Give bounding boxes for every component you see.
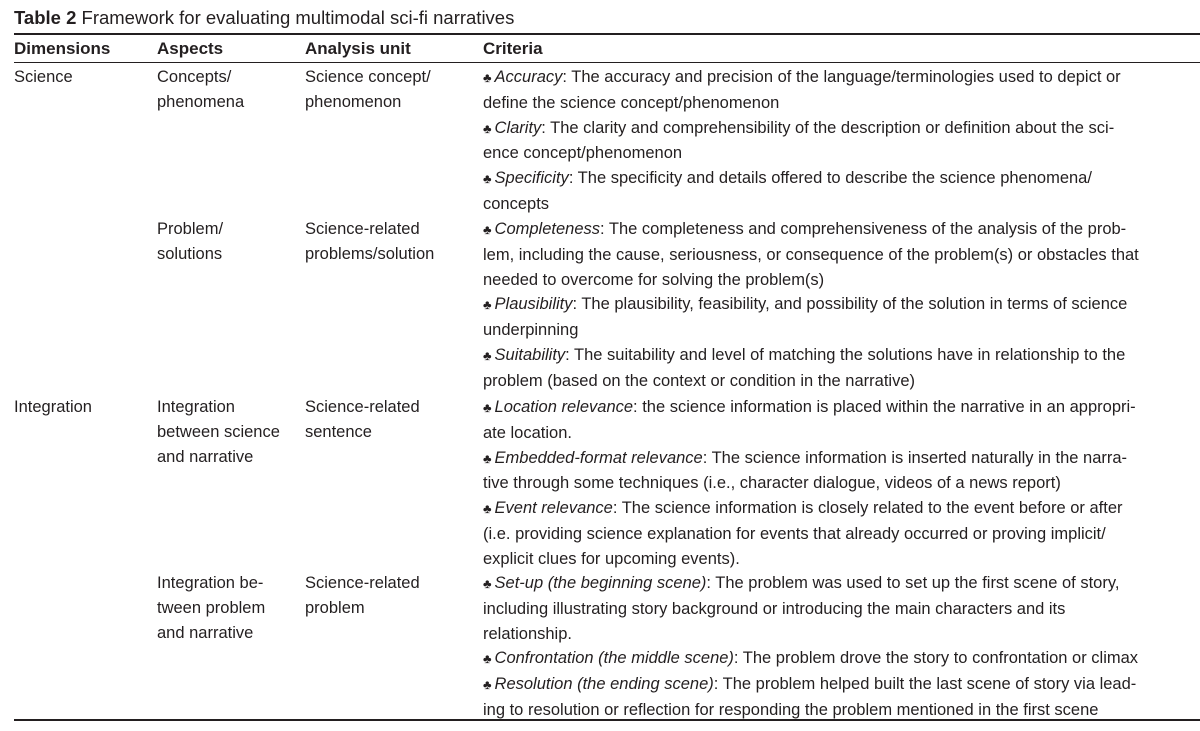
criterion-term: Confrontation (the middle scene) xyxy=(494,649,734,668)
criterion-line xyxy=(483,65,1198,91)
aspect-line: Problem/ xyxy=(157,220,224,238)
unit-line: problem xyxy=(305,598,365,617)
criterion-text: : The suitability and level of matching the solutions have in relationship to the xyxy=(565,345,1126,364)
aspect-line: Integration be- xyxy=(157,574,264,592)
criterion-line xyxy=(483,343,1198,369)
unit-line: Science-related xyxy=(305,574,420,592)
criterion-line: ing to resolution or reflection for responding the problem mentioned in the first scene xyxy=(483,700,1099,719)
criterion-line xyxy=(483,292,1198,318)
criteria-cell xyxy=(483,395,1198,572)
criterion-line: including illustrating story background or introducing the main characters and its xyxy=(483,599,1066,618)
aspect-line: phenomena xyxy=(157,92,245,111)
club-bullet-icon: ♣ xyxy=(483,677,492,693)
criterion-term: Specificity xyxy=(494,169,569,188)
aspect-cell xyxy=(157,217,302,267)
header-rule xyxy=(14,62,1200,63)
top-rule xyxy=(14,33,1200,35)
table-number: Table 2 xyxy=(14,7,77,28)
criterion-text: : The accuracy and precision of the language/terminologies used to depict or xyxy=(562,68,1121,86)
criterion-term: Event relevance xyxy=(494,499,613,518)
criterion-text: : The specificity and details offered to describe the science phenomena/ xyxy=(568,169,1092,188)
criterion-text: : The problem drove the story to confrontation or climax xyxy=(733,649,1139,668)
aspect-cell xyxy=(157,571,302,645)
criterion-line: underpinning xyxy=(483,321,579,340)
aspect-line: Integration xyxy=(157,398,235,416)
criterion-line xyxy=(483,571,1198,597)
club-bullet-icon: ♣ xyxy=(483,297,492,313)
header-dimensions: Dimensions xyxy=(14,39,111,58)
unit-line: sentence xyxy=(305,422,372,441)
club-bullet-icon: ♣ xyxy=(483,651,492,667)
criterion-line: problem (based on the context or condition in the narrative) xyxy=(483,371,915,390)
criteria-cell xyxy=(483,65,1198,217)
criterion-line xyxy=(483,166,1198,192)
criterion-term: Completeness xyxy=(494,220,601,238)
header-criteria: Criteria xyxy=(483,39,543,58)
analysis-unit-cell xyxy=(305,217,480,267)
criterion-line xyxy=(483,496,1198,522)
criterion-line: concepts xyxy=(483,194,550,213)
table-title: Framework for evaluating multimodal sci-fi narratives xyxy=(81,7,515,28)
unit-line: problems/solution xyxy=(305,244,435,263)
criterion-text: : The completeness and comprehensiveness of the analysis of the prob- xyxy=(600,220,1127,238)
unit-line: Science concept/ xyxy=(305,68,431,86)
criterion-term: Accuracy xyxy=(494,68,563,86)
club-bullet-icon: ♣ xyxy=(483,501,492,517)
unit-line: phenomenon xyxy=(305,92,402,111)
dimension-cell: Science xyxy=(14,68,73,86)
criterion-line: ence concept/phenomenon xyxy=(483,144,683,163)
criterion-line: ate location. xyxy=(483,423,572,442)
criterion-text: : The science information is inserted naturally in the narra- xyxy=(702,448,1128,467)
criterion-line: lem, including the cause, seriousness, or consequence of the problem(s) or obstacles that xyxy=(483,245,1139,264)
criterion-line: define the science concept/phenomenon xyxy=(483,93,780,112)
analysis-unit-cell xyxy=(305,65,480,115)
aspect-line: between science xyxy=(157,422,280,441)
criterion-text: : The science information is closely related to the event before or after xyxy=(612,499,1123,518)
header-analysis-unit: Analysis unit xyxy=(305,39,411,58)
criterion-text: : The plausibility, feasibility, and possibility of the solution in terms of science xyxy=(572,295,1128,314)
criterion-line: (i.e. providing science explanation for events that already occurred or proving implicit/ xyxy=(483,524,1106,543)
criteria-cell xyxy=(483,571,1198,723)
analysis-unit-cell xyxy=(305,571,480,621)
criterion-line: explicit clues for upcoming events). xyxy=(483,549,740,568)
aspect-line: tween problem xyxy=(157,598,266,617)
dimension-cell: Integration xyxy=(14,398,92,416)
criterion-line xyxy=(483,446,1198,472)
club-bullet-icon: ♣ xyxy=(483,450,492,466)
criteria-cell xyxy=(483,217,1198,394)
criterion-line: tive through some techniques (i.e., character dialogue, videos of a news report) xyxy=(483,474,1061,493)
criterion-line xyxy=(483,672,1198,698)
club-bullet-icon: ♣ xyxy=(483,120,492,136)
criterion-term: Location relevance xyxy=(494,398,634,416)
criterion-term: Suitability xyxy=(494,345,566,364)
criterion-term: Resolution (the ending scene) xyxy=(494,675,714,694)
analysis-unit-cell xyxy=(305,395,480,445)
aspect-line: and narrative xyxy=(157,447,254,466)
criterion-line: relationship. xyxy=(483,624,572,643)
club-bullet-icon: ♣ xyxy=(483,222,492,237)
aspect-line: Concepts/ xyxy=(157,68,232,86)
criterion-term: Plausibility xyxy=(494,295,573,314)
aspect-cell xyxy=(157,395,302,469)
criterion-term: Clarity xyxy=(494,118,542,137)
club-bullet-icon: ♣ xyxy=(483,171,492,187)
bottom-rule xyxy=(14,719,1200,721)
criterion-line xyxy=(483,116,1198,142)
club-bullet-icon: ♣ xyxy=(483,400,492,415)
criterion-line xyxy=(483,646,1198,672)
aspect-line: solutions xyxy=(157,244,223,263)
criterion-text: : The problem helped built the last scene of story via lead- xyxy=(713,675,1137,694)
header-aspects: Aspects xyxy=(157,39,224,58)
criterion-line xyxy=(483,395,1198,421)
criterion-line xyxy=(483,217,1198,243)
criterion-text: : the science information is placed within the narrative in an appropri- xyxy=(633,398,1136,416)
aspect-cell xyxy=(157,65,302,115)
unit-line: Science-related xyxy=(305,220,420,238)
criterion-term: Set-up (the beginning scene) xyxy=(494,574,707,592)
aspect-line: and narrative xyxy=(157,623,254,642)
criterion-line: needed to overcome for solving the problem(s) xyxy=(483,270,825,289)
criterion-text: : The clarity and comprehensibility of the description or definition about the sci- xyxy=(541,118,1115,137)
club-bullet-icon: ♣ xyxy=(483,576,492,591)
club-bullet-icon: ♣ xyxy=(483,70,492,85)
criterion-term: Embedded-format relevance xyxy=(494,448,703,467)
table-caption xyxy=(14,6,514,30)
club-bullet-icon: ♣ xyxy=(483,347,492,363)
unit-line: Science-related xyxy=(305,398,420,416)
criterion-text: : The problem was used to set up the first scene of story, xyxy=(706,574,1120,592)
